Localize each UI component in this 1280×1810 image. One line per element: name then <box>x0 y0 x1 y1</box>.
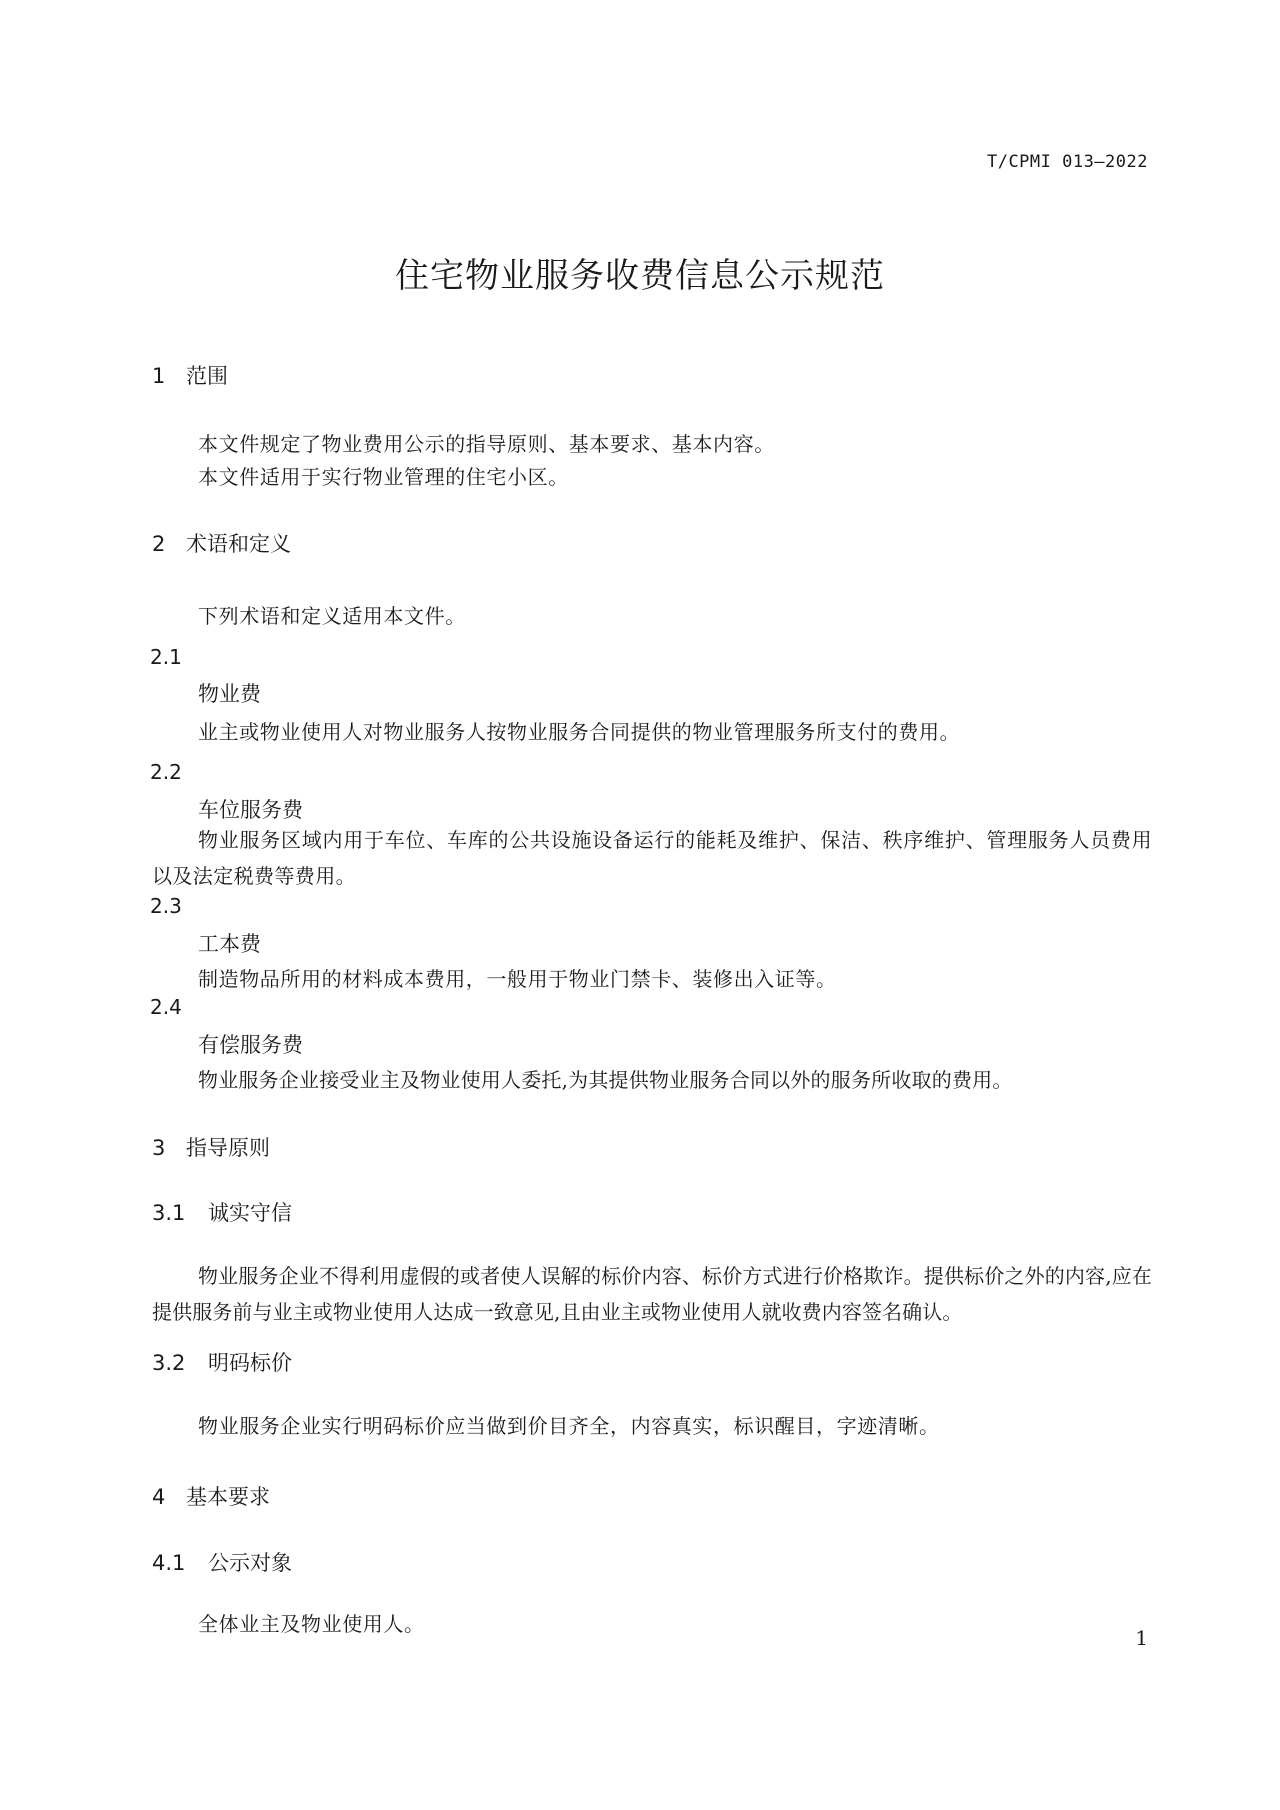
term-number: 2.4 <box>150 995 182 1019</box>
section-number: 2 <box>152 532 166 556</box>
subsection-title: 明码标价 <box>208 1351 292 1375</box>
subsection-heading <box>152 1347 292 1377</box>
section-title: 指导原则 <box>186 1136 270 1160</box>
term-name: 车位服务费 <box>198 798 303 822</box>
term-name: 工本费 <box>198 932 261 956</box>
term-name: 有偿服务费 <box>198 1033 303 1057</box>
section-number: 1 <box>152 364 166 388</box>
subsection-number: 3.1 <box>152 1201 186 1225</box>
subsection-heading <box>152 1547 292 1577</box>
subsection-title: 公示对象 <box>208 1551 292 1575</box>
section-title: 基本要求 <box>186 1485 270 1509</box>
paragraph: 本文件适用于实行物业管理的住宅小区。 <box>198 465 569 489</box>
term-definition: 制造物品所用的材料成本费用，一般用于物业门禁卡、装修出入证等。 <box>198 967 837 991</box>
term-definition: 物业服务企业接受业主及物业使用人委托,为其提供物业服务合同以外的服务所收取的费用。 <box>198 1068 1013 1092</box>
paragraph: 全体业主及物业使用人。 <box>198 1612 425 1636</box>
section-number: 3 <box>152 1136 166 1160</box>
paragraph: 物业服务企业不得利用虚假的或者使人误解的标价内容、标价方式进行价格欺诈。提供标价之外的内容,应在提供服务前与业主或物业使用人达成一致意见,且由业主或物业使用人就收费内容签名确认。 <box>152 1264 1152 1324</box>
subsection-heading <box>152 1197 292 1227</box>
section-heading <box>152 360 228 390</box>
section-title: 范围 <box>186 364 228 388</box>
document-title: 住宅物业服务收费信息公示规范 <box>395 256 885 296</box>
paragraph: 本文件规定了物业费用公示的指导原则、基本要求、基本内容。 <box>198 432 775 456</box>
section-title: 术语和定义 <box>186 532 291 556</box>
subsection-number: 3.2 <box>152 1351 186 1375</box>
page-number: 1 <box>1135 1626 1148 1650</box>
term-definition: 业主或物业使用人对物业服务人按物业服务合同提供的物业管理服务所支付的费用。 <box>198 720 961 744</box>
term-number: 2.1 <box>150 645 182 669</box>
paragraph: 物业服务企业实行明码标价应当做到价目齐全，内容真实，标识醒目，字迹清晰。 <box>198 1414 940 1438</box>
section-number: 4 <box>152 1485 166 1509</box>
section-heading <box>152 1132 270 1162</box>
paragraph: 下列术语和定义适用本文件。 <box>198 604 466 628</box>
section-heading <box>152 528 291 558</box>
section-heading <box>152 1481 270 1511</box>
document-number: T/CPMI 013—2022 <box>986 152 1148 172</box>
subsection-number: 4.1 <box>152 1551 186 1575</box>
term-number: 2.2 <box>150 760 182 784</box>
subsection-title: 诚实守信 <box>208 1201 292 1225</box>
term-number: 2.3 <box>150 894 182 918</box>
term-definition: 物业服务区域内用于车位、车库的公共设施设备运行的能耗及维护、保洁、秩序维护、管理服务人员费用以及法定税费等费用。 <box>152 828 1152 888</box>
term-name: 物业费 <box>198 682 261 706</box>
